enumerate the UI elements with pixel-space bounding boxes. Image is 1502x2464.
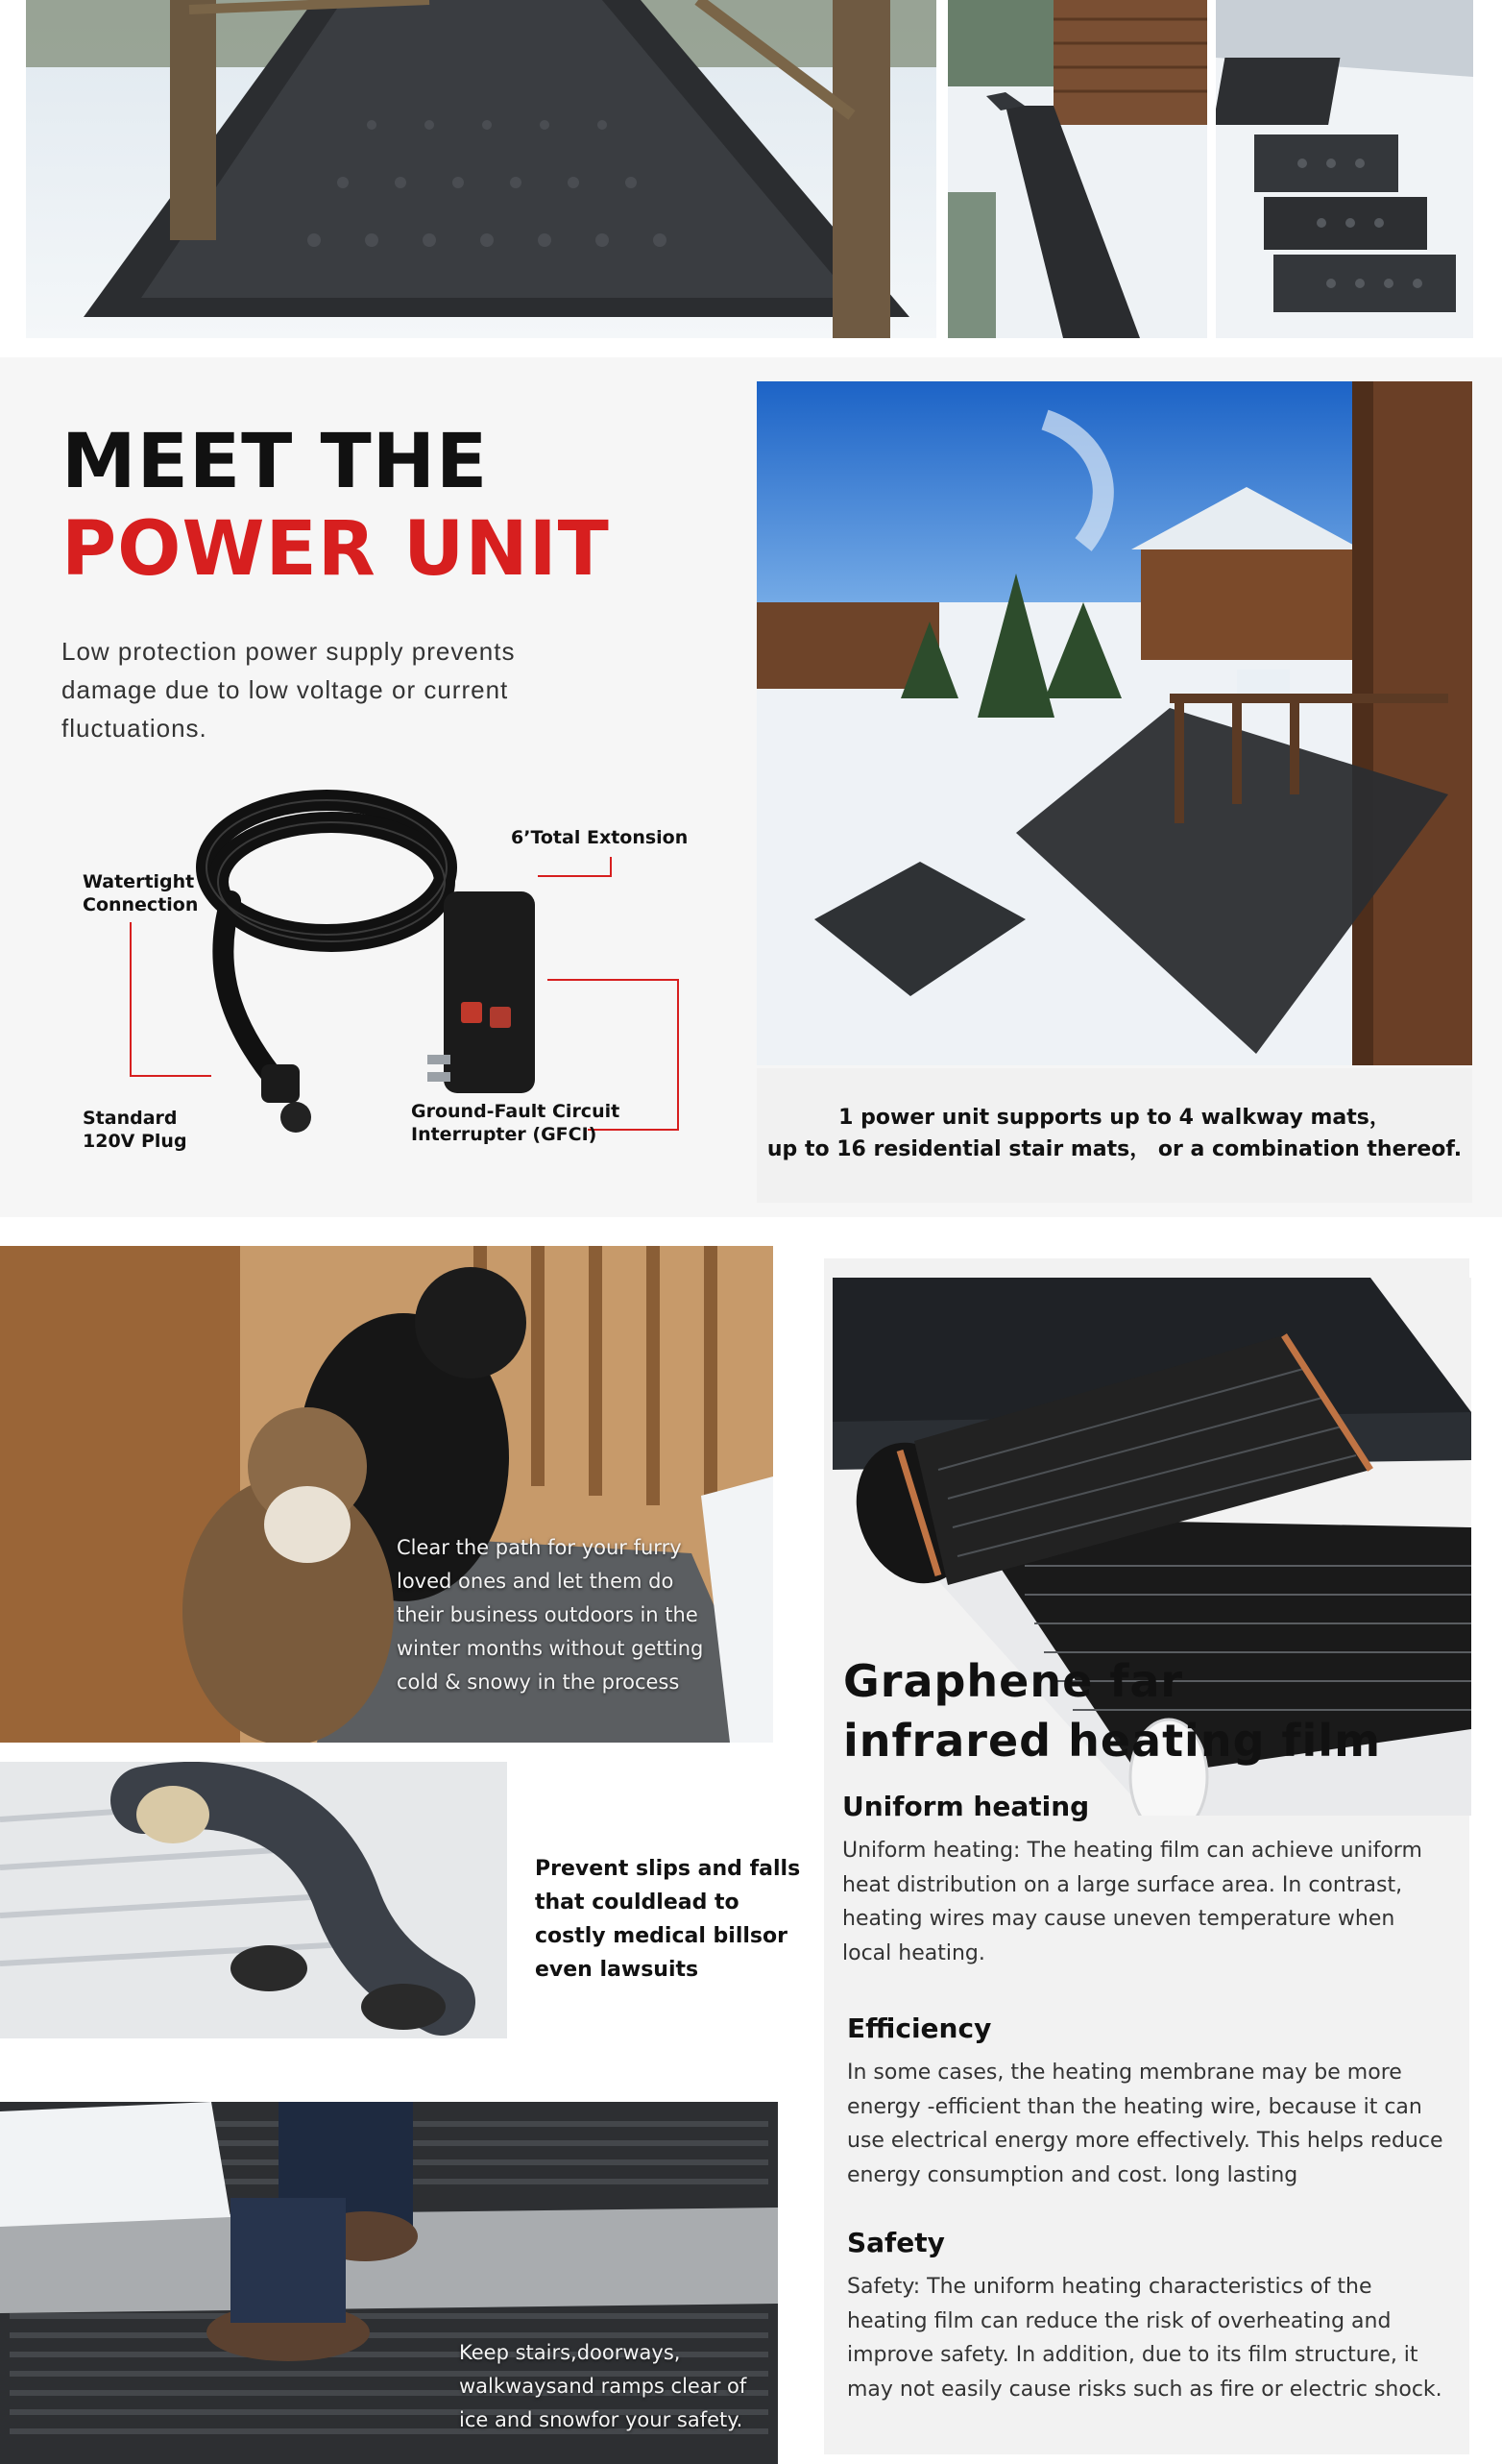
- stairs-caption-line2: walkwaysand ramps clear of: [459, 2375, 747, 2398]
- slips-caption-line1: Prevent slips and falls: [535, 1857, 801, 1881]
- pets-caption-line4: winter months without getting: [397, 1637, 704, 1660]
- safety-line2: heating film can reduce the risk of overheating and: [847, 2308, 1392, 2333]
- film-title-line2: infrared heating film: [843, 1715, 1381, 1767]
- efficiency-line4: energy consumption and cost. long lasting: [847, 2162, 1298, 2187]
- cabin-walkway-photo: [948, 0, 1207, 338]
- uniform-heading: Uniform heating: [842, 1791, 1090, 1822]
- plug-callout: [83, 1107, 187, 1153]
- support-line2: up to 16 residential stair mats， or a combination thereof.: [766, 1137, 1463, 1161]
- power-unit-title-line1: MEET THE: [61, 419, 489, 505]
- watertight-callout-line1: Watertight: [83, 871, 195, 892]
- power-unit-title-line2: POWER UNIT: [61, 506, 610, 593]
- uniform-line3: heating wires may cause uneven temperature when: [842, 1907, 1395, 1931]
- uniform-line2: heat distribution on a large surface area. In contrast,: [842, 1872, 1403, 1897]
- extension-callout: 6’Total Extonsion: [511, 827, 689, 848]
- stairs-caption-line1: Keep stairs,doorways,: [459, 2341, 681, 2364]
- uniform-line4: local heating.: [842, 1940, 985, 1965]
- gfci-callout-line2: Interrupter (GFCI): [411, 1124, 597, 1145]
- support-capacity-box: [757, 1068, 1472, 1203]
- efficiency-heading: Efficiency: [847, 2013, 992, 2044]
- gfci-callout: [411, 1100, 619, 1146]
- safety-line4: may not easily cause risks such as fire or electric shock.: [847, 2377, 1442, 2402]
- safety-line1: Safety: The uniform heating characteristics of the: [847, 2275, 1372, 2299]
- watertight-callout-line2: Connection: [83, 894, 199, 915]
- support-line1: 1 power unit supports up to 4 walkway mats，: [838, 1106, 1391, 1130]
- plug-callout-line2: 120V Plug: [83, 1131, 187, 1152]
- slips-caption-line2: that couldlead to: [535, 1891, 739, 1915]
- efficiency-line2: energy -efficient than the heating wire, because it can: [847, 2094, 1422, 2119]
- slips-caption-line4: even lawsuits: [535, 1958, 699, 1982]
- pets-caption-line2: loved ones and let them do: [397, 1570, 674, 1593]
- pets-caption: [397, 1531, 703, 1699]
- cabin-stairs-photo: [757, 381, 1472, 1065]
- film-section-safety: [847, 2227, 1471, 2406]
- pets-caption-line3: their business outdoors in the: [397, 1603, 698, 1626]
- bridge-walkway-photo: [26, 0, 936, 338]
- pets-caption-line5: cold & snowy in the process: [397, 1671, 680, 1694]
- safety-line3: improve safety. In addition, due to its film structure, it: [847, 2343, 1418, 2367]
- film-title-line1: Graphene far: [843, 1655, 1184, 1707]
- plug-callout-line1: Standard: [83, 1108, 178, 1129]
- stairs-caption: [459, 2336, 746, 2437]
- safety-heading: Safety: [847, 2227, 945, 2258]
- slips-caption-line3: costly medical billsor: [535, 1924, 787, 1948]
- power-unit-description: Low protection power supply prevents damage due to low voltage or current fluctuations.: [61, 637, 516, 743]
- film-title: [843, 1651, 1381, 1770]
- stair-mats-photo: [1216, 0, 1473, 338]
- watertight-callout: [83, 870, 198, 916]
- gfci-callout-line1: Ground-Fault Circuit: [411, 1101, 620, 1122]
- film-section-efficiency: [847, 2013, 1471, 2192]
- pets-caption-line1: Clear the path for your furry: [397, 1536, 682, 1559]
- slip-fall-photo: [0, 1762, 507, 2038]
- stairs-caption-line3: ice and snowfor your safety.: [459, 2408, 743, 2431]
- efficiency-line3: use electrical energy more effectively. This helps reduce: [847, 2129, 1443, 2153]
- uniform-line1: Uniform heating: The heating film can achieve uniform: [842, 1839, 1422, 1863]
- film-section-uniform: [842, 1791, 1466, 1970]
- slips-caption: [535, 1852, 800, 1987]
- efficiency-line1: In some cases, the heating membrane may be more: [847, 2061, 1402, 2085]
